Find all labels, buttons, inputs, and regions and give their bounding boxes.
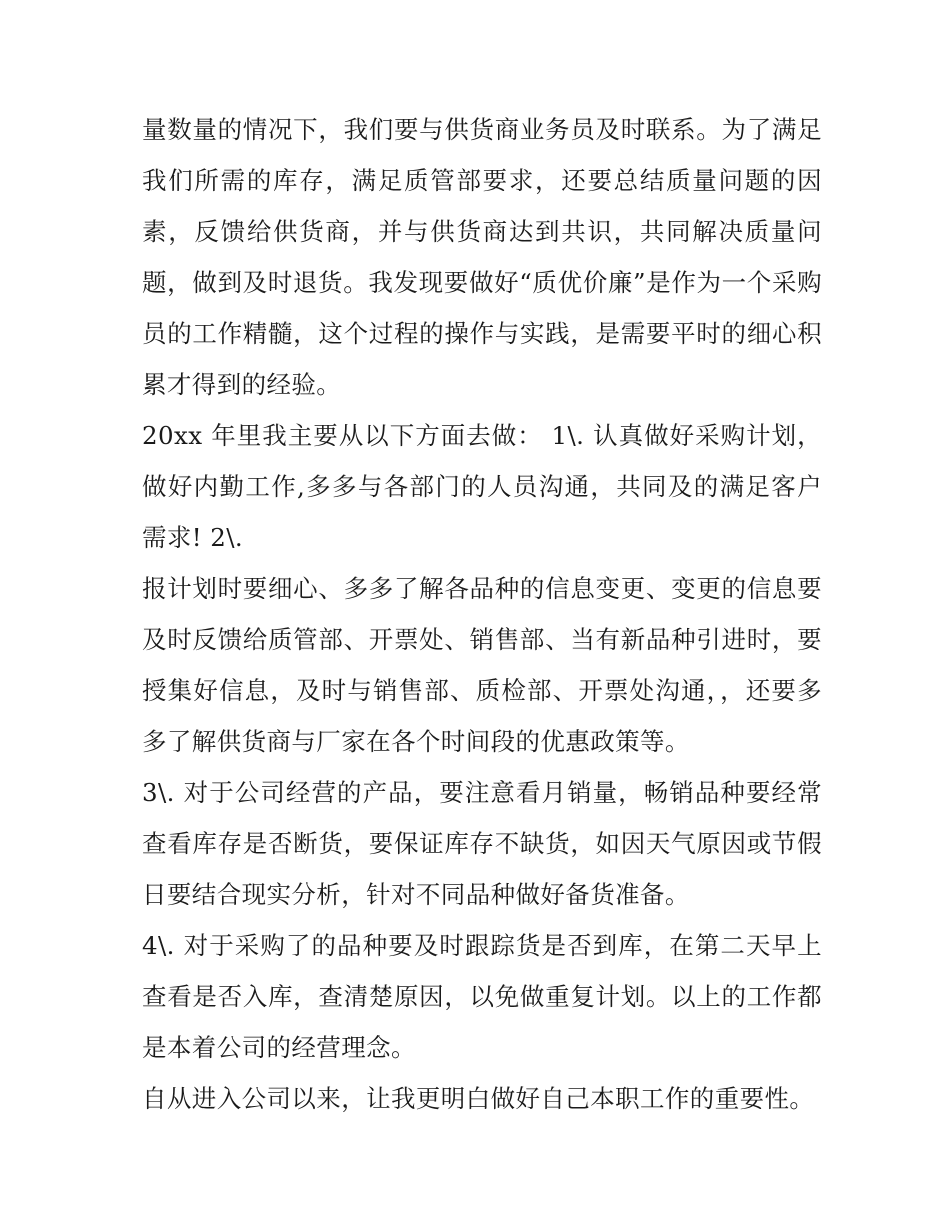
- document-body: [142, 104, 822, 1124]
- paragraph-supplier-contact: 量数量的情况下，我们要与供货商业务员及时联系。为了满足我们所需的库存，满足质管部要求，还要总结质量问题的因素，反馈给供货商，并与供货商达到共识，共同解决质量问题，做到及时退货。我发现要做好“质优价廉”是作为一个采购员的工作精髓，这个过程的操作与实践，是需要平时的细心积累才得到的经验。: [142, 115, 822, 399]
- paragraph-item-3: 3\. 对于公司经营的产品，要注意看月销量，畅销品种要经常查看库存是否断货，要保证库存不缺货，如因天气原因或节假日要结合现实分析，针对不同品种做好备货准备。: [142, 778, 822, 909]
- paragraph-report-plan: 报计划时要细心、多多了解各品种的信息变更、变更的信息要及时反馈给质管部、开票处、销售部、当有新品种引进时，要授集好信息，及时与销售部、质检部、开票处沟通，，还要多多了解供货商与厂家在各个时间段的优惠政策等。: [142, 574, 822, 756]
- paragraph-item-4: 4\. 对于采购了的品种要及时跟踪货是否到库，在第二天早上查看是否入库，查清楚原因，以免做重复计划。以上的工作都是本着公司的经营理念。: [142, 931, 822, 1062]
- paragraph-year-plan: 20xx 年里我主要从以下方面去做： 1\. 认真做好采购计划，做好内勤工作,多多与各部门的人员沟通，共同及的满足客户需求! 2\.: [142, 421, 822, 552]
- paragraph-closing: 自从进入公司以来，让我更明白做好自己本职工作的重要性。: [142, 1084, 815, 1113]
